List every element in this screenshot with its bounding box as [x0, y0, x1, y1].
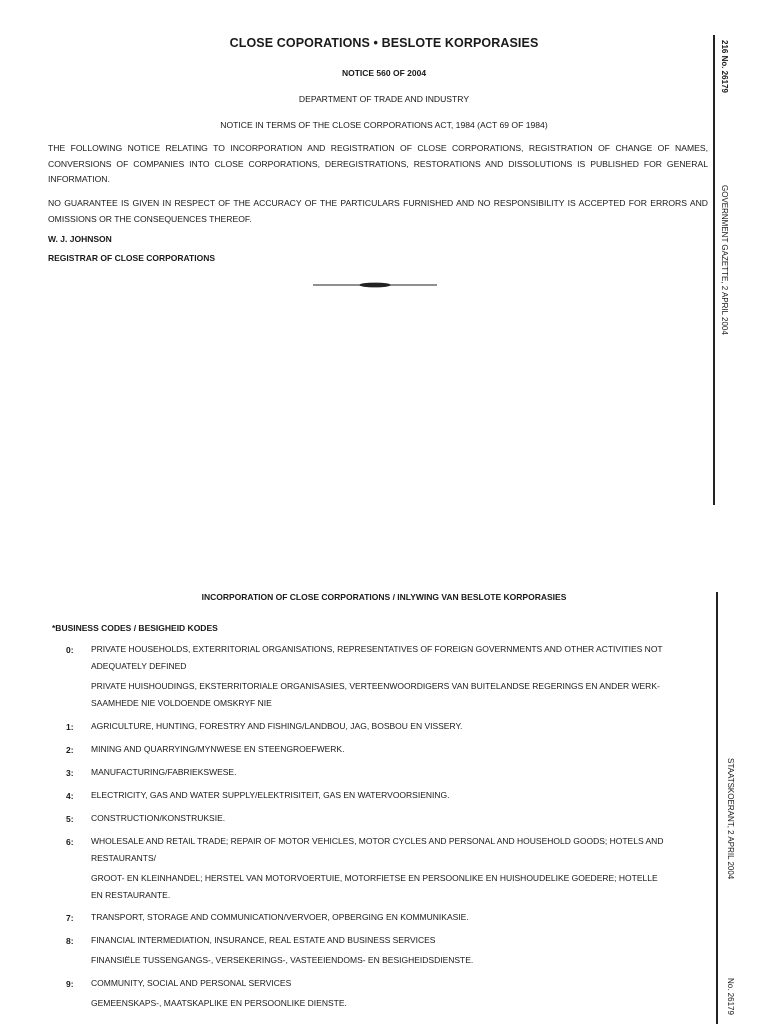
staatskoerant-running-head: STAATSKOERANT, 2 APRIL 2004 — [726, 758, 735, 880]
signatory-title: REGISTRAR OF CLOSE CORPORATIONS — [48, 253, 216, 263]
code-number: 0: — [66, 645, 74, 655]
department-name: DEPARTMENT OF TRADE AND INDUSTRY — [298, 94, 470, 104]
code-line: FINANCIAL INTERMEDIATION, INSURANCE, REAL ESTATE AND BUSINESS SERVICES — [91, 935, 436, 945]
divider-ornament — [313, 282, 437, 288]
code-line: RESTAURANTS/ — [91, 853, 157, 863]
code-number: 3: — [66, 768, 74, 778]
page-title: CLOSE COPORATIONS • BESLOTE KORPORASIES — [229, 36, 539, 50]
code-description — [91, 975, 711, 1012]
code-number: 6: — [66, 837, 74, 847]
code-number: 2: — [66, 745, 74, 755]
code-number: 5: — [66, 814, 74, 824]
code-line: MANUFACTURING/FABRIEKSWESE. — [91, 767, 237, 777]
code-line: CONSTRUCTION/KONSTRUKSIE. — [91, 813, 226, 823]
code-description — [91, 641, 711, 712]
code-description — [91, 932, 711, 969]
code-line: PRIVATE HUISHOUDINGS, EKSTERRITORIALE ORGANISASIES, VERTEENWOORDIGERS VAN BUITELANDSE REGERINGS EN ANDER WERK- — [91, 681, 660, 691]
code-description — [91, 741, 711, 758]
intro-paragraph: THE FOLLOWING NOTICE RELATING TO INCORPORATION AND REGISTRATION OF CLOSE CORPORATIONS, REGISTRATION OF CHANGE OF NAMES, CONVERSIONS OF COMPANIES INTO CLOSE CORPORATIONS, DEREGISTRATIONS, RESTORATIONS AND DISSOLUTIONS IS PUBLISHED FOR GENERAL INFORMATION. — [48, 143, 708, 184]
code-description — [91, 833, 711, 904]
code-line: WHOLESALE AND RETAIL TRADE; REPAIR OF MOTOR VEHICLES, MOTOR CYCLES AND PERSONAL AND HOUSEHOLD GOODS; HOTELS AND — [91, 836, 664, 846]
code-line: ELECTRICITY, GAS AND WATER SUPPLY/ELEKTRISITEIT, GAS EN WATERVOORSIENING. — [91, 790, 450, 800]
code-line: MINING AND QUARRYING/MYNWESE EN STEENGROEFWERK. — [91, 744, 345, 754]
code-line: SAAMHEDE NIE VOLDOENDE OMSKRYF NIE — [91, 698, 272, 708]
code-line: EN RESTAURANTE. — [91, 890, 171, 900]
code-line: FINANSIËLE TUSSENGANGS-, VERSEKERINGS-, VASTEEIENDOMS- EN BESIGHEIDSDIENSTE. — [91, 955, 474, 965]
code-line: COMMUNITY, SOCIAL AND PERSONAL SERVICES — [91, 978, 292, 988]
disclaimer-paragraph: NO GUARANTEE IS GIVEN IN RESPECT OF THE ACCURACY OF THE PARTICULARS FURNISHED AND NO RESPONSIBILITY IS ACCEPTED FOR ERRORS AND OMISSIONS OR THE CONSEQUENCES THEREOF. — [48, 198, 708, 224]
issue-number-label: No. 26179 — [726, 978, 735, 1015]
notice-number: NOTICE 560 OF 2004 — [341, 68, 427, 78]
code-number: 4: — [66, 791, 74, 801]
code-number: 7: — [66, 913, 74, 923]
code-number: 8: — [66, 936, 74, 946]
gazette-running-head: GOVERNMENT GAZETTE, 2 APRIL 2004 — [720, 185, 729, 335]
code-description — [91, 787, 711, 804]
code-description — [91, 810, 711, 827]
section-title: INCORPORATION OF CLOSE CORPORATIONS / INLYWING VAN BESLOTE KORPORASIES — [201, 592, 567, 602]
code-number: 9: — [66, 979, 74, 989]
code-line: GROOT- EN KLEINHANDEL; HERSTEL VAN MOTORVOERTUIE, MOTORFIETSE EN PERSOONLIKE EN HUISHOUDELIKE GOEDERE; HOTELLE — [91, 873, 658, 883]
code-line: TRANSPORT, STORAGE AND COMMUNICATION/VERVOER, OPBERGING EN KOMMUNIKASIE. — [91, 912, 469, 922]
margin-rule-top — [713, 35, 715, 505]
code-description — [91, 718, 711, 735]
code-line: PRIVATE HOUSEHOLDS, EXTERRITORIAL ORGANISATIONS, REPRESENTATIVES OF FOREIGN GOVERNMENTS AND OTHER ACTIVITIES NOT — [91, 644, 663, 654]
code-line: ADEQUATELY DEFINED — [91, 661, 187, 671]
code-description — [91, 764, 711, 781]
margin-rule-bottom — [716, 592, 718, 1024]
code-description — [91, 909, 711, 926]
business-codes-heading: *BUSINESS CODES / BESIGHEID KODES — [52, 623, 218, 633]
code-number: 1: — [66, 722, 74, 732]
code-line: AGRICULTURE, HUNTING, FORESTRY AND FISHING/LANDBOU, JAG, BOSBOU EN VISSERY. — [91, 721, 463, 731]
code-line: GEMEENSKAPS-, MAATSKAPLIKE EN PERSOONLIKE DIENSTE. — [91, 998, 347, 1008]
act-reference: NOTICE IN TERMS OF THE CLOSE CORPORATIONS ACT, 1984 (ACT 69 OF 1984) — [220, 120, 548, 130]
signatory-name: W. J. JOHNSON — [48, 234, 112, 244]
page-number-label: 216 No. 26179 — [720, 40, 729, 93]
